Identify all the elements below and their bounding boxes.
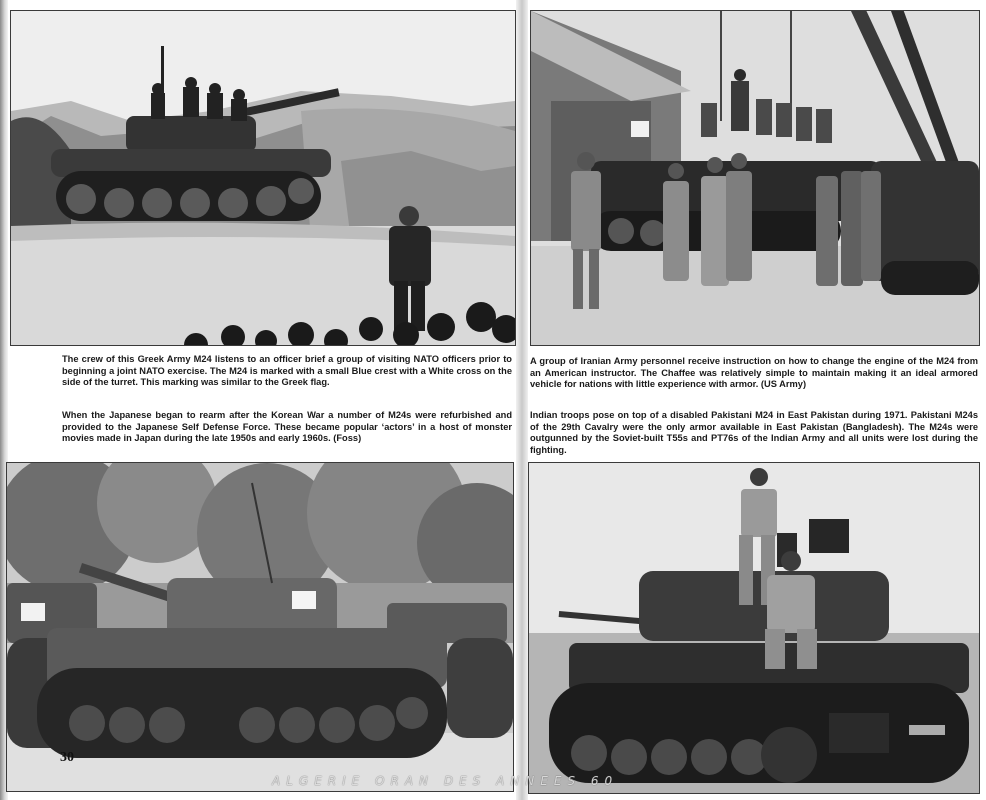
caption-indian-troops: Indian troops pose on top of a disabled Pakistani M24 in East Pakistan during 1971. Pakistani M24s of the 29th Cavalry were the only armor available in East Pakistan (Bangladesh). The M24s were outgunned by the Soviet-built T55s and PT76s of the Indian Army and all units were lost during the fighting.: [530, 410, 978, 455]
japanese-m24-tanks-photo: [6, 462, 514, 792]
caption-greek-army-m24: The crew of this Greek Army M24 listens to an officer brief a group of visiting NATO officers prior to beginning a joint NATO exercise. The M24 is marked with a small Blue crest with a White cross on the side of the turret. This marking was similar to the Greek flag.: [62, 354, 512, 388]
center-gutter: [516, 0, 528, 800]
caption-japanese-m24: When the Japanese began to rearm after the Korean War a number of M24s were refurbished and provided to the Japanese Self Defense Force. These became popular ‘actors’ in a host of monster movies made in Japan during the late 1950s and early 1960s. (Foss): [62, 410, 512, 444]
caption-iranian-army: A group of Iranian Army personnel receive instruction on how to change the engine of the M24 from an American instructor. The Chaffee was relatively simple to maintain making it an ideal armored vehicle for nations with little experience with armor. (US Army): [530, 356, 978, 390]
watermark-text: ALGERIE ORAN DES ANNEES 60: [272, 774, 619, 788]
indian-troops-on-pakistani-m24-photo: [528, 462, 980, 794]
page-number: 30: [60, 750, 74, 765]
greek-army-m24-tank-photo: [10, 10, 516, 346]
iranian-army-instruction-photo: [530, 10, 980, 346]
